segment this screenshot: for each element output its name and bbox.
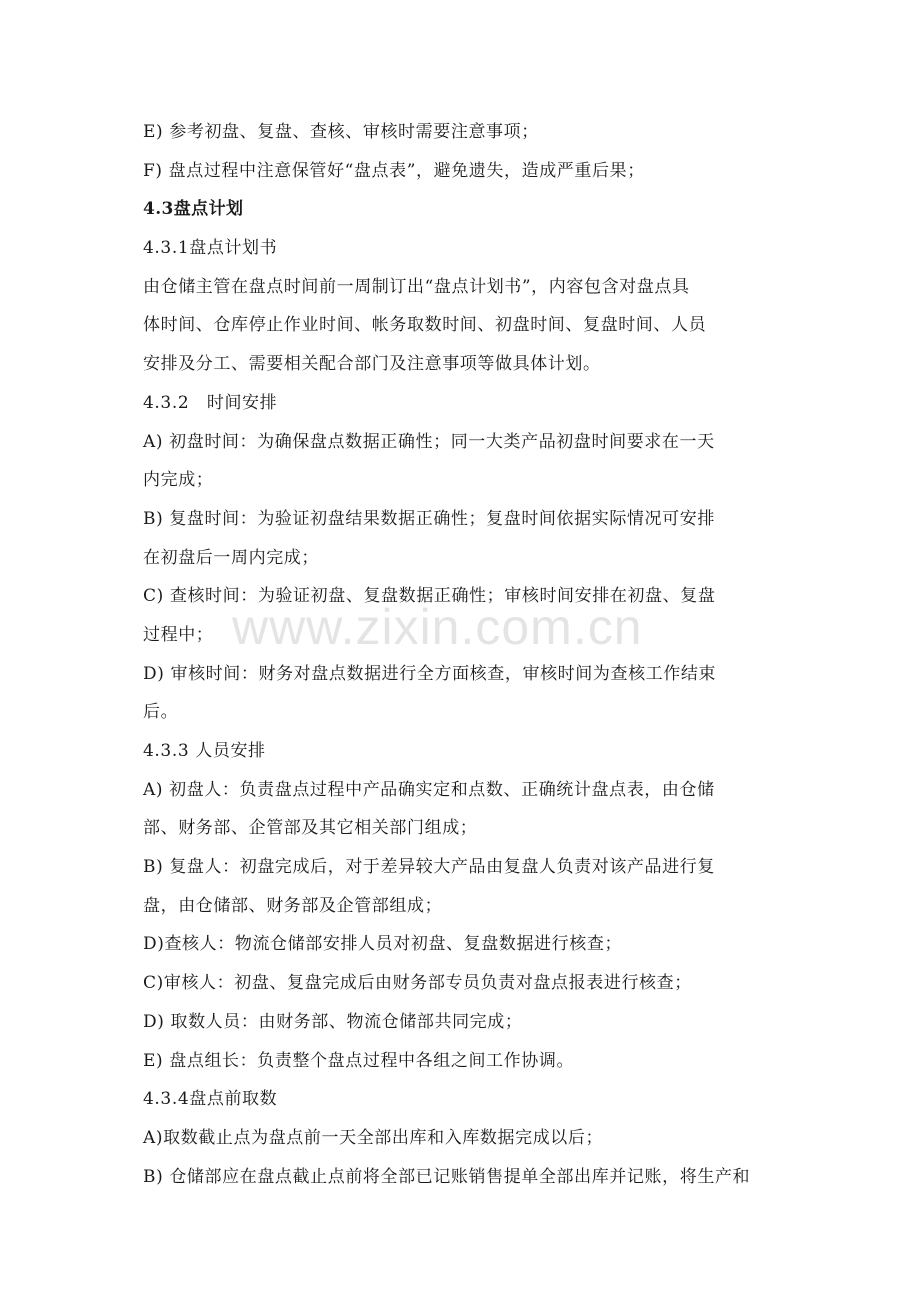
text-line: D)查核人：物流仓储部安排人员对初盘、复盘数据进行核查；: [143, 934, 623, 955]
text-line: 在初盘后一周内完成；: [143, 547, 319, 568]
text-line: 4.3.2 时间安排: [143, 392, 278, 413]
text-line: E) 盘点组长：负责整个盘点过程中各组之间工作协调。: [143, 1050, 575, 1071]
text-line: C) 查核时间：为验证初盘、复盘数据正确性；审核时间安排在初盘、复盘: [143, 586, 716, 607]
text-line: C)审核人：初盘、复盘完成后由财务部专员负责对盘点报表进行核查；: [143, 973, 692, 994]
section-heading: 4.3盘点计划: [143, 199, 244, 220]
text-line: 由仓储主管在盘点时间前一周制订出“盘点计划书”，内容包含对盘点具: [143, 276, 690, 297]
document-body: [143, 113, 785, 1196]
text-line: 内完成；: [143, 470, 214, 491]
text-line: 过程中；: [143, 624, 214, 645]
watermark: www.zixin.com.cn: [232, 599, 643, 655]
text-line: B) 复盘人：初盘完成后，对于差异较大产品由复盘人负责对该产品进行复: [143, 857, 715, 878]
text-line: 安排及分工、需要相关配合部门及注意事项等做具体计划。: [143, 354, 601, 375]
text-line: 部、财务部、企管部及其它相关部门组成；: [143, 818, 478, 839]
text-line: 4.3.1盘点计划书: [143, 238, 278, 259]
text-line: B) 复盘时间：为验证初盘结果数据正确性；复盘时间依据实际情况可安排: [143, 508, 715, 529]
text-line: D) 取数人员：由财务部、物流仓储部共同完成；: [143, 1011, 523, 1032]
text-line: 后。: [143, 702, 179, 723]
text-line: 盘，由仓储部、财务部及企管部组成；: [143, 895, 443, 916]
text-line: A)取数截止点为盘点前一天全部出库和入库数据完成以后；: [143, 1127, 604, 1148]
text-line: E) 参考初盘、复盘、查核、审核时需要注意事项；: [143, 122, 539, 142]
text-line: A) 初盘人：负责盘点过程中产品确实定和点数、正确统计盘点表，由仓储: [143, 779, 715, 800]
text-line: 体时间、仓库停止作业时间、帐务取数时间、初盘时间、复盘时间、人员: [143, 315, 707, 336]
text-line: D) 审核时间：财务对盘点数据进行全方面核查，审核时间为查核工作结束: [143, 663, 717, 684]
text-line: 4.3.4盘点前取数: [143, 1089, 278, 1110]
text-line: F) 盘点过程中注意保管好“盘点表”，避免遗失，造成严重后果；: [143, 160, 645, 181]
text-line: B) 仓储部应在盘点截止点前将全部已记账销售提单全部出库并记账，将生产和: [143, 1166, 751, 1187]
text-line: 4.3.3 人员安排: [143, 741, 266, 761]
text-line: A) 初盘时间：为确保盘点数据正确性；同一大类产品初盘时间要求在一天: [143, 431, 715, 452]
